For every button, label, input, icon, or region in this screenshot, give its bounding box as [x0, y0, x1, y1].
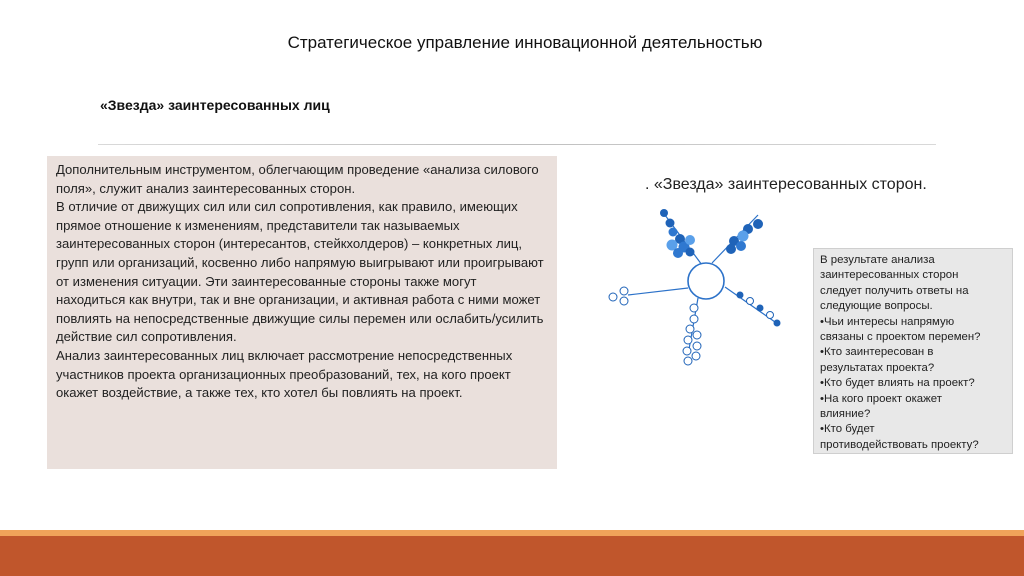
questions-line: следующие вопросы.: [820, 300, 933, 313]
questions-line: •На кого проект окажет: [820, 392, 942, 405]
title-divider: [98, 144, 936, 145]
questions-line: •Кто заинтересован в: [820, 346, 934, 359]
node-cluster-left: [609, 287, 628, 305]
spoke-line: [628, 288, 688, 295]
questions-box: [813, 248, 1013, 454]
node-cluster-top-left: [660, 209, 695, 258]
slide-subtitle: «Звезда» заинтересованных лиц: [100, 97, 330, 113]
footer-bar: [0, 536, 1024, 576]
center-hub: [688, 263, 724, 299]
questions-line: В результате анализа: [820, 254, 935, 266]
stakeholder-star-diagram: [600, 205, 800, 370]
questions-line: следует получить ответы на: [820, 284, 969, 297]
description-paragraph-2: В отличие от движущих сил или сил сопротивления, как правило, имеющих прямое отношение к изменениям, представители так называемых заинтересованных сторон (интересантов, стейкхолдеров) – конкретных лиц, групп или организаций, косвенно либо напрямую выигрывают или проигрывают от изменения ситуации. Эти заинтересованные стороны также могут находиться как внутри, так и вне организации, и активная работа с ними может повлиять на непосредственные движущие силы перемен или ослабить/усилить действие сил сопротивления.: [56, 199, 544, 345]
slide-title: Стратегическое управление инновационной деятельностью: [287, 33, 763, 52]
description-paragraph-1: Дополнительным инструментом, облегчающим проведение «анализа силового поля», служит анализ заинтересованных сторон.: [56, 162, 539, 196]
description-box: [47, 156, 557, 469]
questions-line: •Кто будет влиять на проект?: [820, 377, 975, 390]
questions-line: результатах проекта?: [820, 361, 935, 374]
questions-line: противодействовать проекту?: [820, 438, 979, 451]
description-paragraph-3: Анализ заинтересованных лиц включает рассмотрение непосредственных участников проекта организационных преобразований, тех, на кого проект окажет воздействие, а также тех, кто хотел бы повлиять на проект.: [56, 347, 513, 401]
questions-line: •Кто будет: [820, 423, 875, 436]
questions-line: связаны с проектом перемен?: [820, 331, 981, 344]
questions-line: влияние?: [820, 408, 871, 421]
star-caption: . «Звезда» заинтересованных сторон.: [645, 176, 927, 193]
questions-line: заинтересованных сторон: [820, 269, 959, 282]
questions-line: •Чьи интересы напрямую: [820, 315, 955, 328]
node-cluster-top-right: [726, 219, 763, 254]
